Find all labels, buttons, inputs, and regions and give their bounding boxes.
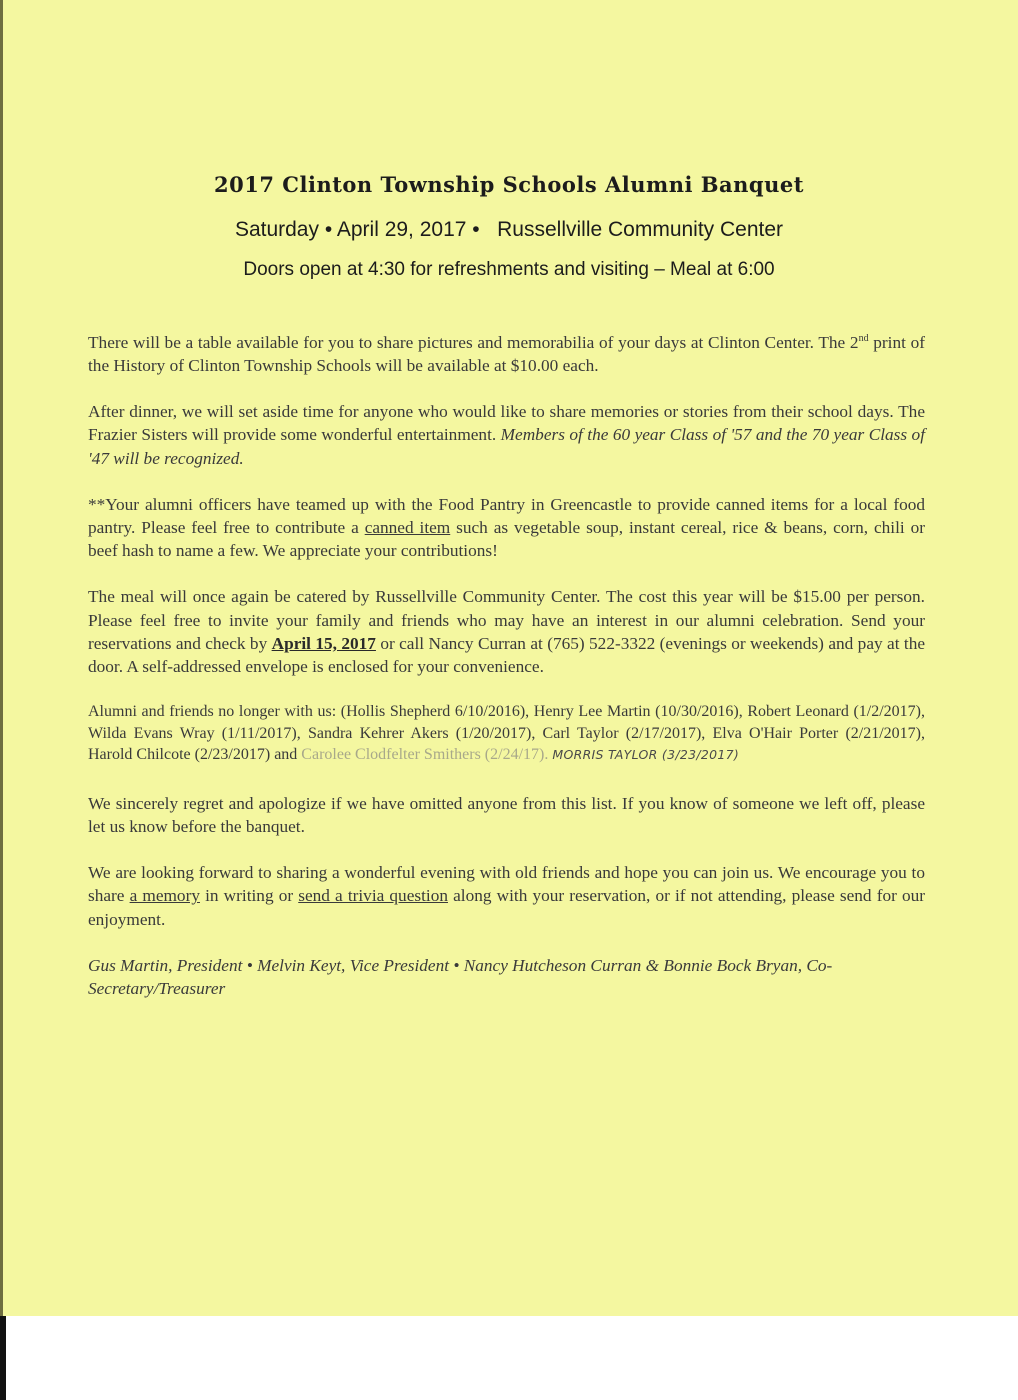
handwritten-addition: MORRIS TAYLOR (3/23/2017) xyxy=(552,747,740,763)
meal-text-end: or call Nancy Curran at (765) 522-3322 (evenings or weekends) and pay at the door. A self-addressed envelope is enclosed for your convenience. xyxy=(88,633,926,676)
meal-paragraph xyxy=(88,585,925,678)
event-date-location: Saturday • April 29, 2017 • Russellville Community Center xyxy=(234,218,784,241)
scan-edge-shadow xyxy=(0,0,3,1316)
food-pantry-paragraph xyxy=(88,493,925,563)
forward-text-start: We are looking forward to sharing a wonderful evening with old friends and hope you can join us. We encourage you to share xyxy=(88,863,925,906)
canned-item-emphasis: canned item xyxy=(364,517,451,537)
memorabilia-text-start: There will be a table available for you to share pictures and memorabilia of your days at Clinton Center. The 2 xyxy=(88,332,859,352)
letter-body xyxy=(88,327,925,1023)
pantry-text-end: such as vegetable soup, instant cereal, rice & beans, corn, chili or beef hash to name a few. We appreciate your contributions! xyxy=(88,517,925,561)
scan-edge-mark xyxy=(0,1316,6,1400)
forward-text-middle: in writing or xyxy=(199,886,299,906)
looking-forward-paragraph xyxy=(88,861,925,931)
regret-paragraph: We sincerely regret and apologize if we have omitted anyone from this list. If you know of someone we left off, please let us know before the banquet. xyxy=(88,793,925,836)
trivia-question-emphasis: send a trivia question xyxy=(298,886,448,906)
ordinal-suffix: nd xyxy=(858,333,869,344)
memorial-paragraph xyxy=(88,701,925,766)
class-recognition-text: Members of the 60 year Class of '57 and the 70 year Class of '47 will be recognized. xyxy=(88,425,925,468)
share-memory-emphasis: a memory xyxy=(129,886,200,906)
dinner-text: After dinner, we will set aside time for anyone who would like to share memories or stories from their school days. The Frazier Sisters will provide some wonderful entertainment. xyxy=(88,402,925,445)
memorial-list: Alumni and friends no longer with us: (Hollis Shepherd 6/10/2016), Henry Lee Martin (10/30/2016), Robert Leonard (1/2/2017), Wilda Evans Wray (1/11/2017), Sandra Kehrer Akers (1/20/2017), Carl Taylor (2/17/2017), Elva O'Hair Porter (2/21/2017), Harold Chilcote (2/23/2017) and xyxy=(88,703,925,764)
officers-signature: Gus Martin, President • Melvin Keyt, Vice President • Nancy Hutcheson Curran & Bonnie Bock Bryan, Co-Secretary/Treasurer xyxy=(88,955,833,998)
memorabilia-paragraph xyxy=(88,327,925,377)
banquet-title: 2017 Clinton Township Schools Alumni Banquet xyxy=(214,172,804,197)
pantry-text-start: **Your alumni officers have teamed up with the Food Pantry in Greencastle to provide canned items for a local food pantry. Please feel free to contribute a xyxy=(88,494,925,537)
dinner-paragraph xyxy=(88,400,925,470)
memorial-faded-entry: Carolee Clodfelter Smithers (2/24/17). xyxy=(301,746,549,764)
reservation-deadline: April 15, 2017 xyxy=(271,633,376,653)
doors-open-time: Doors open at 4:30 for refreshments and visiting – Meal at 6:00 xyxy=(243,259,775,280)
memorabilia-text-end: print of the History of Clinton Township Schools will be available at $10.00 each. xyxy=(88,332,925,375)
forward-text-end: along with your reservation, or if not attending, please send for our enjoyment. xyxy=(88,886,926,929)
meal-text-start: The meal will once again be catered by Russellville Community Center. The cost this year will be $15.00 per person. Please feel free to invite your family and friends who may have an interest in our alumni celebration. Send your reservations and check by xyxy=(88,587,925,653)
